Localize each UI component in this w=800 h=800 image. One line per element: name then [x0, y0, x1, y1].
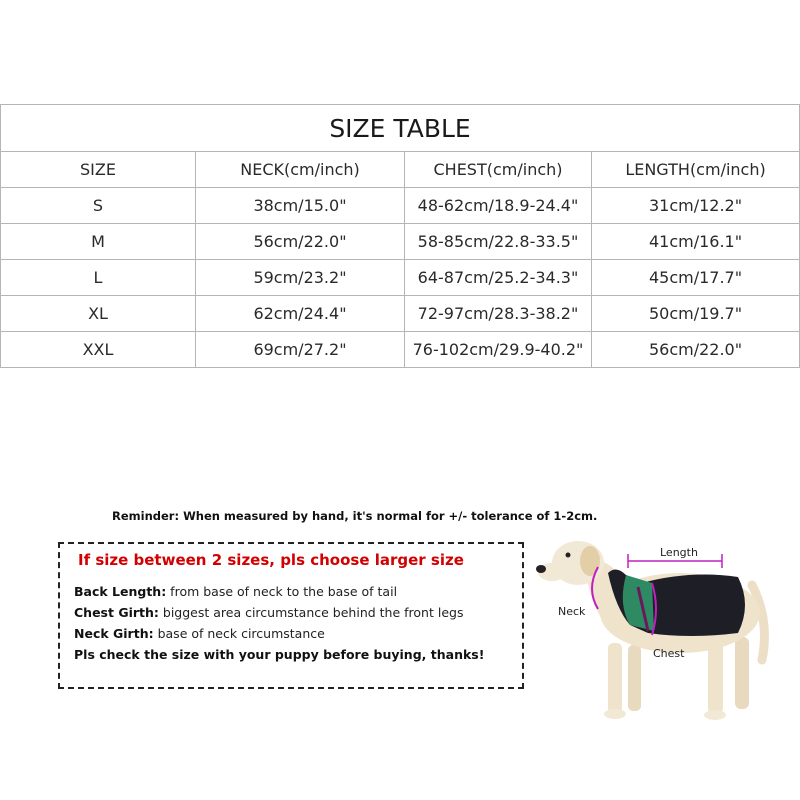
cell-length: 41cm/16.1": [592, 224, 800, 260]
dog-nose: [536, 565, 546, 573]
table-row: [1, 188, 800, 224]
neck-girth-note: [74, 626, 325, 641]
dog-front-leg: [628, 645, 641, 711]
cell-chest: 64-87cm/25.2-34.3": [405, 260, 592, 296]
size-table: [0, 104, 800, 368]
header-size: SIZE: [1, 152, 196, 188]
dog-measurement-diagram: [530, 525, 800, 725]
cell-chest: 58-85cm/22.8-33.5": [405, 224, 592, 260]
cell-neck: 38cm/15.0": [196, 188, 405, 224]
sizing-tips-box: [58, 542, 524, 689]
header-chest: CHEST(cm/inch): [405, 152, 592, 188]
cell-length: 56cm/22.0": [592, 332, 800, 368]
cell-neck: 62cm/24.4": [196, 296, 405, 332]
cell-length: 31cm/12.2": [592, 188, 800, 224]
chest-girth-note: [74, 605, 463, 620]
table-row: [1, 296, 800, 332]
dog-front-leg: [608, 643, 622, 713]
header-neck: NECK(cm/inch): [196, 152, 405, 188]
cell-neck: 56cm/22.0": [196, 224, 405, 260]
back-length-note: [74, 584, 397, 599]
size-advice-headline: If size between 2 sizes, pls choose larger size: [78, 551, 464, 569]
neck-label: Neck: [558, 605, 586, 618]
neck-girth-label: Neck Girth:: [74, 626, 154, 641]
header-length: LENGTH(cm/inch): [592, 152, 800, 188]
cell-size: L: [1, 260, 196, 296]
cell-chest: 76-102cm/29.9-40.2": [405, 332, 592, 368]
table-title: SIZE TABLE: [1, 105, 800, 152]
chest-girth-text: biggest area circumstance behind the front legs: [158, 605, 464, 620]
length-label: Length: [660, 546, 698, 559]
table-header-row: [1, 152, 800, 188]
cell-chest: 72-97cm/28.3-38.2": [405, 296, 592, 332]
chest-girth-label: Chest Girth:: [74, 605, 159, 620]
dog-ear: [580, 546, 600, 576]
table-row: [1, 260, 800, 296]
cell-neck: 69cm/27.2": [196, 332, 405, 368]
dog-hind-leg: [735, 637, 749, 709]
dog-eye: [566, 553, 571, 558]
cell-size: XXL: [1, 332, 196, 368]
dog-hind-leg: [708, 640, 723, 714]
tolerance-reminder: Reminder: When measured by hand, it's normal for +/- tolerance of 1-2cm.: [112, 509, 598, 523]
neck-girth-text: base of neck circumstance: [153, 626, 325, 641]
cell-chest: 48-62cm/18.9-24.4": [405, 188, 592, 224]
cell-length: 45cm/17.7": [592, 260, 800, 296]
cell-neck: 59cm/23.2": [196, 260, 405, 296]
table-row: [1, 224, 800, 260]
table-row: [1, 332, 800, 368]
dog-paw: [604, 709, 626, 719]
dog-paw: [704, 710, 726, 720]
cell-length: 50cm/19.7": [592, 296, 800, 332]
chest-label: Chest: [653, 647, 685, 660]
cell-size: XL: [1, 296, 196, 332]
check-size-note: Pls check the size with your puppy before buying, thanks!: [74, 647, 485, 662]
cell-size: M: [1, 224, 196, 260]
cell-size: S: [1, 188, 196, 224]
back-length-text: from base of neck to the base of tail: [166, 584, 398, 599]
back-length-label: Back Length:: [74, 584, 167, 599]
